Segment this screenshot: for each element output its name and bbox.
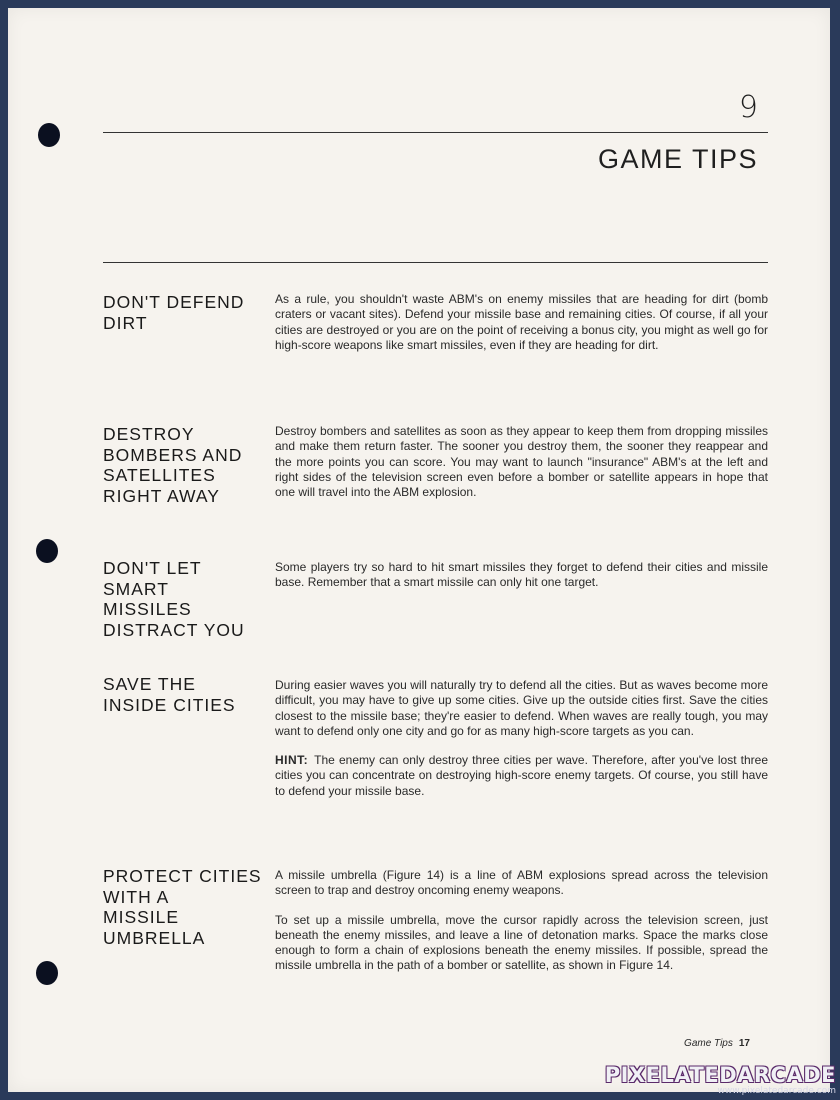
- hint-paragraph: [275, 753, 768, 799]
- section-paragraph: As a rule, you shouldn't waste ABM's on enemy missiles that are heading for dirt (bomb craters or vacant sites). Defend your missile base and remaining cities. Of course, if all your cities are destroyed or you are on the point of receiving a bonus city, you might as well go for high-score weapons like smart missiles, even if they are heading for dirt.: [275, 292, 768, 352]
- section-body: [275, 678, 768, 813]
- binder-hole-bottom: [36, 961, 58, 985]
- watermark-url: www.pixelatedarcade.com: [717, 1086, 836, 1096]
- section-body: [275, 868, 768, 988]
- binder-hole-middle: [36, 539, 58, 563]
- section-heading: PROTECT CITIES WITH A MISSILE UMBRELLA: [103, 866, 262, 948]
- binder-hole-top: [38, 123, 60, 147]
- section-paragraph: Some players try so hard to hit smart missiles they forget to defend their cities and missile base. Remember that a smart missile can only hit one target.: [275, 560, 768, 590]
- site-watermark: [605, 1064, 836, 1096]
- manual-page: [8, 8, 830, 1092]
- watermark-name: PIXELATEDARCADE: [604, 1063, 836, 1087]
- footer-section-name: Game Tips: [684, 1038, 733, 1049]
- hint-label: HINT:: [275, 753, 309, 768]
- section-paragraph: Destroy bombers and satellites as soon as they appear to keep them from dropping missiles and make them return faster. The sooner you destroy them, the sooner they reappear and the more points you can score. You may want to launch "insurance" ABM's at the left and right sides of the television screen even before a bomber or satellite appears in hope that one will travel into the ABM explosion.: [275, 424, 768, 500]
- section-heading: DON'T DEFEND DIRT: [103, 292, 245, 333]
- chapter-title: GAME TIPS: [597, 144, 758, 174]
- hint-text: The enemy can only destroy three cities per wave. Therefore, after you've lost three cities you can concentrate on destroying high-score enemy targets. Of course, you still have to defend your missile base.: [275, 753, 768, 798]
- footer-page-number: 17: [738, 1038, 750, 1049]
- section-heading: DON'T LET SMART MISSILES DISTRACT YOU: [103, 558, 245, 640]
- section-paragraph: To set up a missile umbrella, move the cursor rapidly across the television screen, just beneath the enemy missiles, and leave a line of detonation marks. Space the marks close enough to form a chain of explosions beneath the enemy missiles. If possible, spread the missile umbrella in the path of a bomber or satellite, as shown in Figure 14.: [275, 912, 768, 973]
- section-heading: DESTROY BOMBERS AND SATELLITES RIGHT AWAY: [103, 424, 243, 506]
- page-footer: [684, 1038, 750, 1049]
- chapter-number: 9: [738, 90, 758, 125]
- section-heading: SAVE THE INSIDE CITIES: [103, 674, 236, 715]
- header-rule-bottom: [103, 262, 768, 263]
- section-paragraph: A missile umbrella (Figure 14) is a line of ABM explosions spread across the television screen to trap and destroy oncoming enemy weapons.: [275, 868, 768, 898]
- section-paragraph: During easier waves you will naturally try to defend all the cities. But as waves become more difficult, you may have to give up some cities. Give up the outside cities first. Save the cities closest to the missile base; they're easier to defend. When waves are really tough, you may want to defend only one city and go for as many high-score targets as you can.: [275, 678, 768, 738]
- section-body: [275, 292, 768, 367]
- section-body: [275, 560, 768, 605]
- section-body: [275, 424, 768, 514]
- header-rule-top: [103, 132, 768, 133]
